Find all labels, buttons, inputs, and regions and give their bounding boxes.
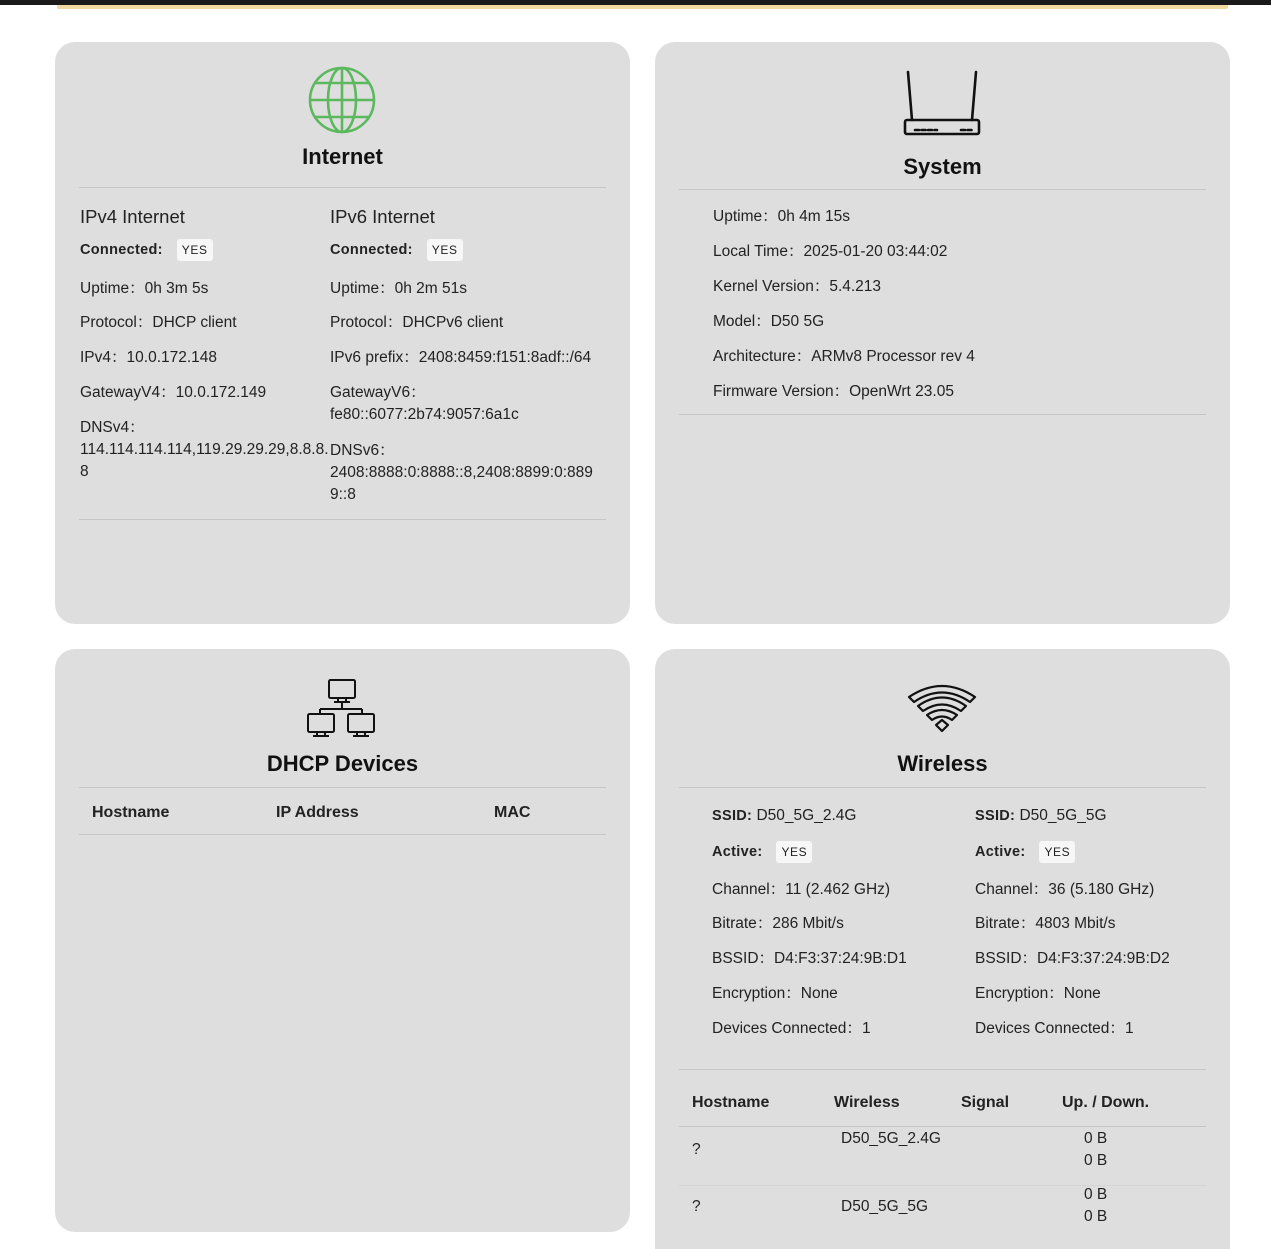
wireless-col-signal: Signal: [961, 1094, 1010, 1111]
internet-card: [55, 42, 630, 624]
radio-2-encryption-value: None: [1063, 985, 1101, 1002]
dhcp-col-ip-address: IP Address: [276, 804, 359, 821]
dhcp-table-divider: [79, 834, 606, 835]
system-uptime-value: 0h 4m 15s: [777, 208, 851, 225]
radio-2-ssid: [975, 805, 1107, 827]
ipv4-address: [80, 347, 217, 369]
system-architecture: [713, 346, 975, 381]
system-architecture-label: Architecture ：: [713, 348, 811, 365]
ipv4-dns-value: 114.114.114.114,119.29.29.29,8.8.8.8: [80, 441, 329, 480]
radio-2-devices-value: 1: [1124, 1020, 1134, 1037]
radio-1-active-badge: YES: [776, 841, 812, 863]
ipv6-gateway-label: GatewayV6 ：: [330, 384, 426, 401]
top-bar: [0, 0, 1271, 5]
system-kernel-version-label: Kernel Version ：: [713, 278, 829, 295]
radio-1-devices-label: Devices Connected ：: [712, 1020, 862, 1037]
ipv6-prefix-value: 2408:8459:f151:8adf::/64: [418, 349, 592, 366]
radio-2-channel: [975, 879, 1154, 901]
wifi-icon: [907, 683, 977, 735]
ipv4-dns-label: DNSv4 ：: [80, 419, 145, 436]
ipv6-protocol-value: DHCPv6 client: [402, 314, 504, 331]
radio-1-ssid-value: D50_5G_2.4G: [756, 807, 857, 824]
ipv6-gateway-value: fe80::6077:2b74:9057:6a1c: [330, 406, 519, 423]
ipv6-protocol: [330, 312, 503, 334]
globe-icon: [308, 66, 376, 134]
ipv6-connected-label: Connected:: [330, 242, 413, 259]
ipv6-uptime-label: Uptime ：: [330, 280, 395, 297]
system-local-time: [713, 241, 975, 276]
ipv4-connected-badge: YES: [177, 239, 213, 261]
radio-2-devices-label: Devices Connected ：: [975, 1020, 1125, 1037]
radio-2-active-badge: YES: [1039, 841, 1075, 863]
ipv6-uptime: [330, 278, 467, 300]
ipv4-connected: [80, 239, 213, 261]
system-card: [655, 42, 1230, 624]
internet-title: Internet: [302, 144, 383, 169]
system-uptime: [713, 206, 975, 241]
radio-1-bssid-value: D4:F3:37:24:9B:D1: [774, 950, 907, 967]
dhcp-title: DHCP Devices: [266, 751, 419, 776]
system-model: [713, 311, 975, 346]
top-accent-line: [57, 5, 1228, 9]
ipv4-uptime: [80, 278, 208, 300]
system-kernel-version-value: 5.4.213: [829, 278, 882, 295]
radio-1-bitrate-value: 286 Mbit/s: [772, 915, 844, 932]
system-title: System: [903, 154, 982, 179]
system-local-time-value: 2025-01-20 03:44:02: [803, 243, 948, 260]
system-model-value: D50 5G: [770, 313, 825, 330]
radio-2-channel-label: Channel ：: [975, 881, 1048, 898]
table-row: [679, 1126, 1206, 1184]
client-1-hostname: ?: [692, 1141, 701, 1158]
router-icon: [901, 68, 983, 138]
radio-2-devices: [975, 1018, 1134, 1040]
ipv6-dns-value: 2408:8888:0:8888::8,2408:8899:0:8899::8: [330, 464, 593, 503]
client-1-wireless: D50_5G_2.4G: [841, 1130, 941, 1147]
ipv4-protocol: [80, 312, 237, 334]
radio-2-ssid-label: SSID:: [975, 808, 1016, 824]
system-kernel-version: [713, 276, 975, 311]
dhcp-card: [55, 649, 630, 1232]
client-1-down: 0 B: [1084, 1152, 1108, 1169]
system-footer-divider: [679, 414, 1206, 415]
ipv4-protocol-value: DHCP client: [152, 314, 237, 331]
ipv4-gateway-label: GatewayV4 ：: [80, 384, 176, 401]
radio-2-bssid-value: D4:F3:37:24:9B:D2: [1037, 950, 1170, 967]
ipv6-connected: [330, 239, 463, 261]
ipv6-dns: [330, 440, 610, 506]
system-uptime-label: Uptime ：: [713, 208, 778, 225]
radio-1-encryption-value: None: [800, 985, 838, 1002]
table-row: [679, 1186, 1206, 1244]
radio-1-channel-label: Channel ：: [712, 881, 785, 898]
radio-1-channel-value: 11 (2.462 GHz): [785, 881, 891, 898]
ipv6-gateway: [330, 382, 610, 426]
ipv4-gateway-value: 10.0.172.149: [175, 384, 267, 401]
ipv6-prefix: [330, 347, 591, 369]
wireless-col-wireless: Wireless: [834, 1094, 900, 1111]
ipv4-address-label: IPv4 ：: [80, 349, 127, 366]
wireless-col-hostname: Hostname: [692, 1094, 770, 1111]
system-info-list: [713, 206, 975, 416]
client-2-up: 0 B: [1084, 1186, 1108, 1203]
ipv4-heading: IPv4 Internet: [80, 206, 185, 227]
dhcp-col-hostname: Hostname: [92, 804, 170, 821]
wireless-info-divider: [679, 1069, 1206, 1070]
ipv4-address-value: 10.0.172.148: [126, 349, 218, 366]
radio-1-encryption: [712, 983, 838, 1005]
system-local-time-label: Local Time ：: [713, 243, 803, 260]
ipv6-dns-label: DNSv6 ：: [330, 442, 395, 459]
ipv4-protocol-label: Protocol ：: [80, 314, 152, 331]
radio-1-active-label: Active:: [712, 844, 763, 861]
radio-1-active: [712, 841, 812, 863]
wireless-card: [655, 649, 1230, 1249]
client-2-wireless: D50_5G_5G: [841, 1198, 929, 1215]
radio-1-encryption-label: Encryption ：: [712, 985, 801, 1002]
dhcp-col-mac: MAC: [494, 804, 531, 821]
ipv4-dns: [80, 417, 330, 483]
system-model-label: Model ：: [713, 313, 771, 330]
ipv4-uptime-value: 0h 3m 5s: [144, 280, 209, 297]
ipv4-connected-label: Connected:: [80, 242, 163, 259]
wireless-col-up-down: Up. / Down.: [1062, 1094, 1150, 1111]
ipv6-connected-badge: YES: [427, 239, 463, 261]
radio-1-bssid-label: BSSID ：: [712, 950, 774, 967]
radio-2-channel-value: 36 (5.180 GHz): [1048, 881, 1155, 898]
radio-2-active: [975, 841, 1075, 863]
radio-1-channel: [712, 879, 890, 901]
radio-1-bitrate-label: Bitrate ：: [712, 915, 772, 932]
client-2-hostname: ?: [692, 1198, 701, 1215]
internet-footer-divider: [79, 519, 606, 520]
system-firmware-version: [713, 381, 975, 416]
dhcp-header-divider: [79, 787, 606, 788]
ipv4-uptime-label: Uptime ：: [80, 280, 145, 297]
wireless-header-divider: [679, 787, 1206, 788]
ipv6-prefix-label: IPv6 prefix ：: [330, 349, 419, 366]
radio-2-bitrate-value: 4803 Mbit/s: [1035, 915, 1116, 932]
system-architecture-value: ARMv8 Processor rev 4: [811, 348, 975, 365]
ipv6-protocol-label: Protocol ：: [330, 314, 402, 331]
ipv6-heading: IPv6 Internet: [330, 206, 435, 227]
radio-1-devices-value: 1: [861, 1020, 871, 1037]
radio-1-devices: [712, 1018, 871, 1040]
client-1-up: 0 B: [1084, 1130, 1108, 1147]
internet-header-divider: [79, 187, 606, 188]
radio-2-encryption-label: Encryption ：: [975, 985, 1064, 1002]
system-firmware-version-label: Firmware Version ：: [713, 383, 849, 400]
radio-2-bssid-label: BSSID ：: [975, 950, 1037, 967]
radio-2-encryption: [975, 983, 1101, 1005]
radio-2-active-label: Active:: [975, 844, 1026, 861]
network-icon: [307, 679, 377, 739]
ipv4-gateway: [80, 382, 266, 404]
radio-1-bitrate: [712, 913, 844, 935]
radio-2-ssid-value: D50_5G_5G: [1019, 807, 1107, 824]
radio-1-bssid: [712, 948, 907, 970]
client-2-down: 0 B: [1084, 1208, 1108, 1225]
radio-2-bssid: [975, 948, 1170, 970]
radio-2-bitrate-label: Bitrate ：: [975, 915, 1035, 932]
wireless-title: Wireless: [897, 751, 988, 776]
radio-1-ssid-label: SSID:: [712, 808, 753, 824]
radio-2-bitrate: [975, 913, 1115, 935]
radio-1-ssid: [712, 805, 856, 827]
system-header-divider: [679, 189, 1206, 190]
system-firmware-version-value: OpenWrt 23.05: [849, 383, 954, 400]
ipv6-uptime-value: 0h 2m 51s: [394, 280, 468, 297]
